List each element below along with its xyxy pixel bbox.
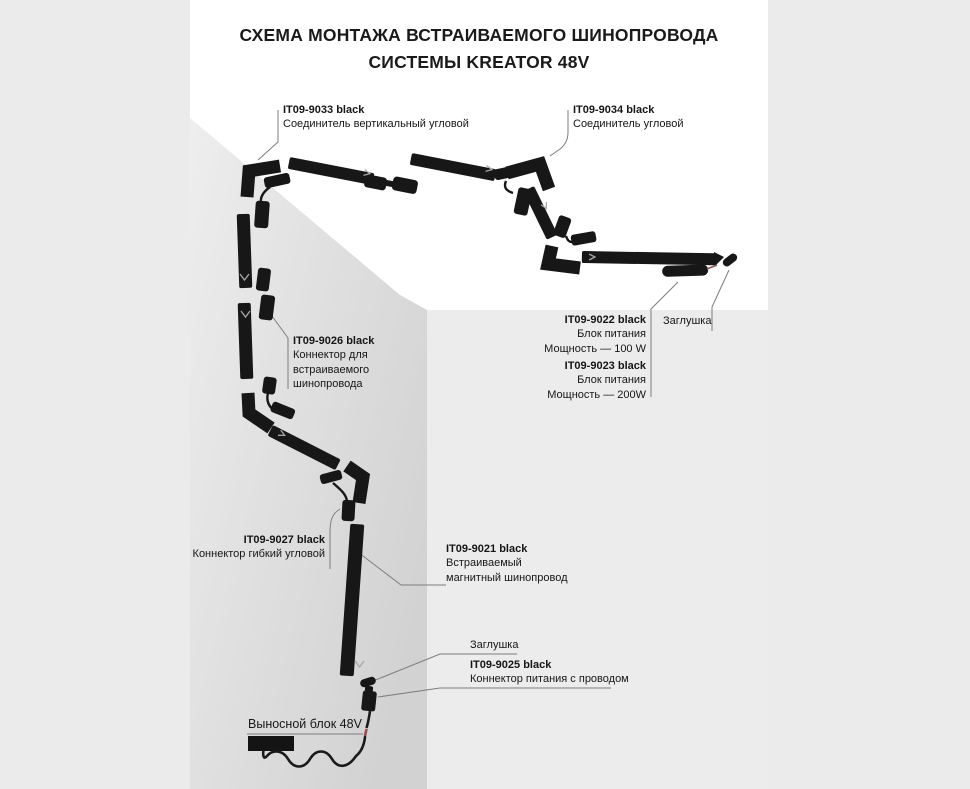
part-code: IT09-9034 black (573, 104, 655, 116)
power-supply-unit (662, 264, 708, 277)
label-it09-9023 (515, 359, 646, 402)
part-desc: Блок питания (577, 374, 646, 387)
title-line-1: СХЕМА МОНТАЖА ВСТРАИВАЕМОГО ШИНОПРОВОДА (239, 25, 719, 45)
label-it09-9033 (283, 104, 469, 131)
power-cord-red-segment (365, 729, 367, 736)
part-desc: Коннектор для (293, 349, 368, 362)
part-code: IT09-9022 black (564, 314, 646, 326)
part-desc: Коннектор питания с проводом (470, 672, 629, 685)
label-it09-9021 (446, 542, 568, 585)
part-code: IT09-9026 black (293, 335, 375, 347)
label-it09-9034 (573, 104, 684, 131)
wall-track-1 (237, 214, 253, 288)
flex-corner-box (341, 500, 355, 522)
part-desc: Соединитель угловой (573, 117, 684, 130)
mini-box (262, 376, 277, 395)
part-desc: Соединитель вертикальный угловой (283, 117, 469, 130)
label-it09-9026 (293, 334, 374, 391)
part-code: IT09-9027 black (243, 534, 325, 546)
part-desc: Мощность — 200W (547, 388, 646, 401)
part-desc: встраиваемого (293, 363, 370, 376)
ceiling-track-3 (582, 251, 716, 265)
diagram-title (190, 22, 768, 76)
part-desc: Мощность — 100 W (544, 342, 646, 355)
part-desc: Блок питания (577, 328, 646, 341)
label-it09-9027 (170, 533, 325, 562)
label-plug-right (663, 315, 711, 329)
part-desc: Выносной блок 48V (248, 717, 362, 731)
part-desc: Коннектор гибкий угловой (192, 548, 325, 561)
part-desc: шинопровода (293, 377, 363, 390)
label-plug-bottom (470, 639, 518, 653)
part-desc: Заглушка (470, 639, 519, 651)
part-code: IT09-9025 black (470, 659, 552, 671)
part-code: IT09-9033 black (283, 104, 365, 116)
mini-box (254, 201, 270, 229)
label-remote-block (248, 717, 362, 732)
label-it09-9022 (515, 313, 646, 356)
label-it09-9025 (470, 659, 629, 686)
recessed-connector-a (256, 267, 272, 291)
part-code: IT09-9023 black (564, 360, 646, 372)
remote-driver-block (248, 736, 294, 751)
part-desc: Встраиваемый (446, 557, 522, 570)
wall-track-2 (238, 303, 254, 379)
power-connector (361, 690, 377, 711)
part-code: IT09-9021 black (446, 543, 528, 555)
part-desc: Заглушка (663, 315, 712, 327)
part-desc: магнитный шинопровод (446, 571, 568, 584)
title-line-2: СИСТЕМЫ KREATOR 48V (368, 52, 590, 72)
